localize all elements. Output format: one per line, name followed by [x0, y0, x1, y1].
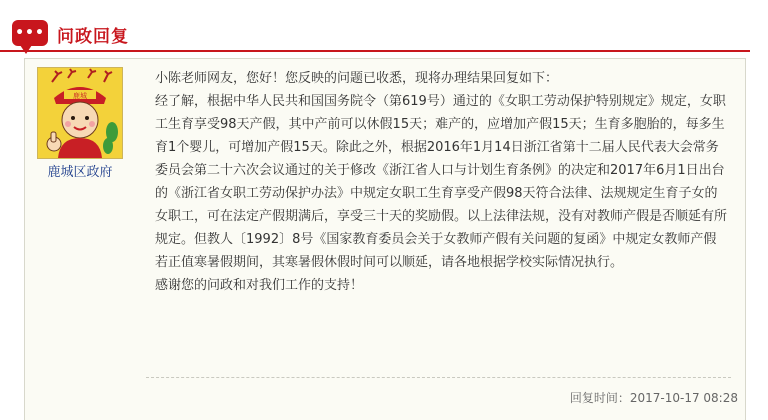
- reply-body: 经了解，根据中华人民共和国国务院令（第619号）通过的《女职工劳动保护特别规定》规定，女职工生育享受98天产假，其中产前可以休假15天；难产的，应增加产假15天；生育多胞胎的，每多生育1个婴儿，可增加产假15天。除此之外，根据2016年1月14日浙江省第十二届人民代表大会常务委员会第二十六次会议通过的关于修改《浙江省人口与计划生育条例》的决定和2017年6月1日出台的《浙江省女职工劳动保护办法》中规定女职工生育享受产假98天符合法律、法规规定生育子女的女职工，可在法定产假期满后，享受三十天的奖励假。以上法律法规，没有对教师产假是否顺延有所规定。但教人〔1992〕8号《国家教育委员会关于女教师产假有关问题的复函》中规定女教师产假若正值寒暑假期间，其寒暑假休假时间可以顺延，请各地根据学校实际情况执行。: [155, 94, 728, 270]
- reply-greeting: 小陈老师网友，您好！您反映的问题已收悉，现将办理结果回复如下：: [155, 71, 559, 86]
- deer-mascot-icon: [37, 67, 123, 159]
- svg-text:鹿城: 鹿城: [73, 92, 87, 100]
- reply-closing: 感谢您的问政和对我们工作的支持！: [155, 278, 364, 293]
- reply-time-label: 回复时间：: [569, 391, 630, 405]
- section-header: [0, 0, 768, 60]
- reply-time: [570, 389, 738, 406]
- footer-divider: [146, 377, 731, 378]
- reply-time-value: 2017-10-17 08:28: [629, 391, 738, 405]
- header-divider: [0, 50, 750, 52]
- organization-name: 鹿城区政府: [47, 165, 113, 180]
- section-title: 问政回复: [57, 27, 129, 47]
- reply-content: [155, 67, 727, 297]
- chat-bubble-icon: [12, 20, 48, 46]
- chat-bubble-dots: •••: [15, 25, 45, 41]
